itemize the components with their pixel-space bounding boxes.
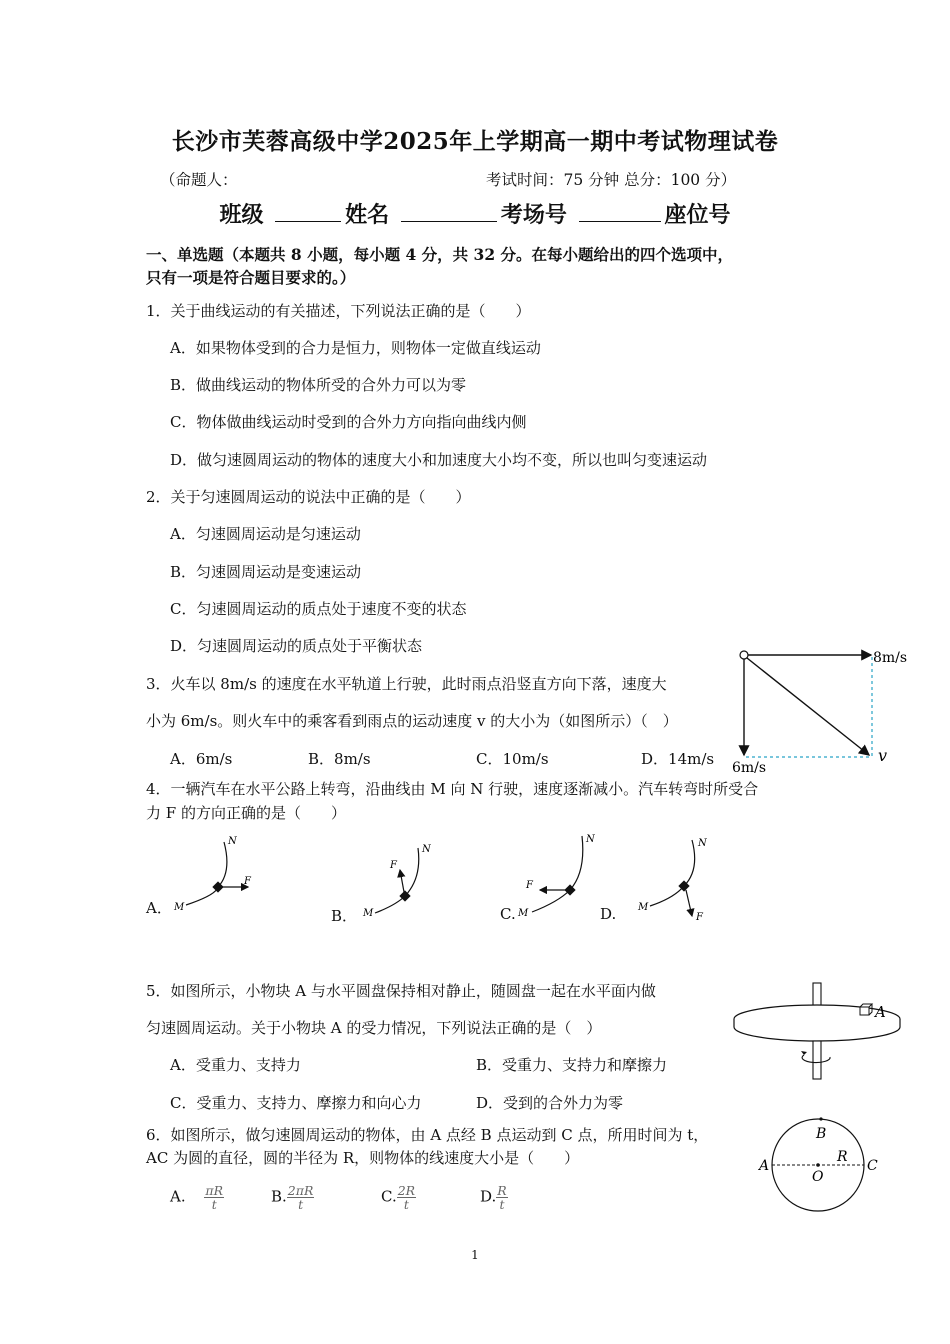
svg-text:M: M xyxy=(518,908,529,919)
q3-stem-line2: 小为 6m/s。则火车中的乘客看到雨点的运动速度 v 的大小为（如图所示）（ ） xyxy=(146,712,678,730)
q6-option-c[interactable]: C. $\frac{2R}{t}$ xyxy=(381,1183,416,1212)
label-v: v xyxy=(878,746,888,765)
q4-option-c[interactable]: C. xyxy=(500,905,516,923)
q6-option-d[interactable]: D. $\frac{R}{t}$ xyxy=(480,1183,507,1212)
svg-text:M: M xyxy=(174,902,185,913)
q2-option-a[interactable]: A．匀速圆周运动是匀速运动 xyxy=(170,525,361,543)
q2-option-b[interactable]: B．匀速圆周运动是变速运动 xyxy=(170,563,362,581)
q6-circle-diagram xyxy=(755,1115,885,1225)
q6-option-b[interactable]: B. $\frac{2\pi R}{t}$ xyxy=(271,1183,314,1212)
author-line: （命题人： xyxy=(160,171,238,189)
q5-stem-line2: 匀速圆周运动。关于小物块 A 的受力情况，下列说法正确的是（ ） xyxy=(146,1019,602,1037)
q4-stem-line1: 4．一辆汽车在水平公路上转弯，沿曲线由 M 向 N 行驶，速度逐渐减小。汽车转弯时所受合 xyxy=(146,780,759,798)
fraction-a: $\frac{\pi R}{t}$ xyxy=(205,1183,224,1212)
q4-option-b[interactable]: B． xyxy=(331,907,358,925)
q3-option-c[interactable]: C．10m/s xyxy=(476,750,549,768)
svg-text:A: A xyxy=(759,1158,770,1174)
q5-turntable-diagram xyxy=(730,975,910,1085)
section-heading-line1: 一、单选题（本题共 8 小题，每小题 4 分，共 32 分。在每小题给出的四个选项中， xyxy=(146,245,734,264)
q1-option-a[interactable]: A．如果物体受到的合力是恒力，则物体一定做直线运动 xyxy=(170,339,541,357)
q6-stem-line2: AC 为圆的直径，圆的半径为 R，则物体的线速度大小是（ ） xyxy=(146,1149,580,1167)
q6-option-a[interactable]: A. $\frac{\pi R}{t}$ xyxy=(170,1183,224,1212)
svg-text:B: B xyxy=(816,1126,827,1142)
q3-option-a[interactable]: A．6m/s xyxy=(170,750,233,768)
q3-velocity-diagram xyxy=(728,640,908,780)
svg-text:F: F xyxy=(526,880,533,891)
q5-option-b[interactable]: B．受重力、支持力和摩擦力 xyxy=(476,1056,668,1074)
q4-diagram-c xyxy=(517,834,596,919)
q4-option-d[interactable]: D. xyxy=(600,905,617,923)
q2-stem: 2．关于匀速圆周运动的说法中正确的是（ ） xyxy=(146,488,471,506)
svg-text:N: N xyxy=(698,838,707,849)
seat-label: 座位号 xyxy=(664,202,731,228)
section-heading-line2: 只有一项是符合题目要求的。） xyxy=(146,268,356,287)
q1-option-b[interactable]: B．做曲线运动的物体所受的合外力可以为零 xyxy=(170,376,467,394)
room-blank[interactable] xyxy=(579,201,661,222)
label-8ms: 8m/s xyxy=(873,650,908,666)
fraction-c: $\frac{2R}{t}$ xyxy=(397,1183,416,1212)
name-label: 姓名 xyxy=(345,202,390,228)
q4-diagram-b xyxy=(362,844,432,919)
fraction-d: $\frac{R}{t}$ xyxy=(497,1183,507,1212)
svg-text:O: O xyxy=(812,1169,824,1185)
q4-diagram-a xyxy=(173,836,252,913)
room-label: 考场号 xyxy=(500,202,567,228)
svg-text:F: F xyxy=(696,912,703,923)
q2-option-c[interactable]: C．匀速圆周运动的质点处于速度不变的状态 xyxy=(170,600,467,618)
svg-text:N: N xyxy=(422,844,431,855)
svg-text:R: R xyxy=(837,1149,848,1165)
class-blank[interactable] xyxy=(275,201,341,222)
q3-option-b[interactable]: B．8m/s xyxy=(308,750,371,768)
class-label: 班级 xyxy=(219,202,264,228)
page-title: 长沙市芙蓉高级中学2025年上学期高一期中考试物理试卷 xyxy=(171,128,779,155)
disc-side xyxy=(734,1019,900,1041)
svg-text:F: F xyxy=(390,860,397,871)
svg-text:F: F xyxy=(244,876,251,887)
q1-stem: 1．关于曲线运动的有关描述，下列说法正确的是（ ） xyxy=(146,302,531,320)
q4-diagram-d xyxy=(637,838,708,923)
fraction-b: $\frac{2\pi R}{t}$ xyxy=(287,1183,314,1212)
q1-option-d[interactable]: D．做匀速圆周运动的物体的速度大小和加速度大小均不变，所以也叫匀变速运动 xyxy=(170,451,708,469)
time-score-line: 考试时间：75 分钟 总分：100 分） xyxy=(486,171,737,189)
q4-option-a[interactable]: A． xyxy=(146,899,172,917)
q2-option-d[interactable]: D．匀速圆周运动的质点处于平衡状态 xyxy=(170,637,423,655)
label-6ms: 6m/s xyxy=(732,760,767,776)
relative-velocity-arrow xyxy=(747,658,869,755)
q3-option-d[interactable]: D．14m/s xyxy=(641,750,715,768)
q3-stem-line1: 3．火车以 8m/s 的速度在水平轨道上行驶，此时雨点沿竖直方向下落，速度大 xyxy=(146,675,667,693)
q4-stem-line2: 力 F 的方向正确的是（ ） xyxy=(146,804,346,822)
svg-text:M: M xyxy=(363,908,374,919)
q1-option-c[interactable]: C．物体做曲线运动时受到的合外力方向指向曲线内侧 xyxy=(170,413,527,431)
label-a: A xyxy=(875,1003,886,1021)
q5-option-d[interactable]: D．受到的合外力为零 xyxy=(476,1094,624,1112)
svg-text:C: C xyxy=(867,1158,878,1174)
q4-force-diagrams xyxy=(160,830,720,930)
origin-point xyxy=(740,651,748,659)
q5-option-c[interactable]: C．受重力、支持力、摩擦力和向心力 xyxy=(170,1094,422,1112)
q5-option-a[interactable]: A．受重力、支持力 xyxy=(170,1056,301,1074)
q6-stem-line1: 6．如图所示，做匀速圆周运动的物体，由 A 点经 B 点运动到 C 点，所用时间为 t， xyxy=(146,1126,709,1144)
svg-text:N: N xyxy=(586,834,595,845)
svg-text:M: M xyxy=(638,902,649,913)
svg-text:N: N xyxy=(228,836,237,847)
name-blank[interactable] xyxy=(401,201,497,222)
page-number: 1 xyxy=(471,1248,479,1262)
class-info-line xyxy=(0,198,950,229)
q5-stem-line1: 5．如图所示，小物块 A 与水平圆盘保持相对静止，随圆盘一起在水平面内做 xyxy=(146,982,656,1000)
